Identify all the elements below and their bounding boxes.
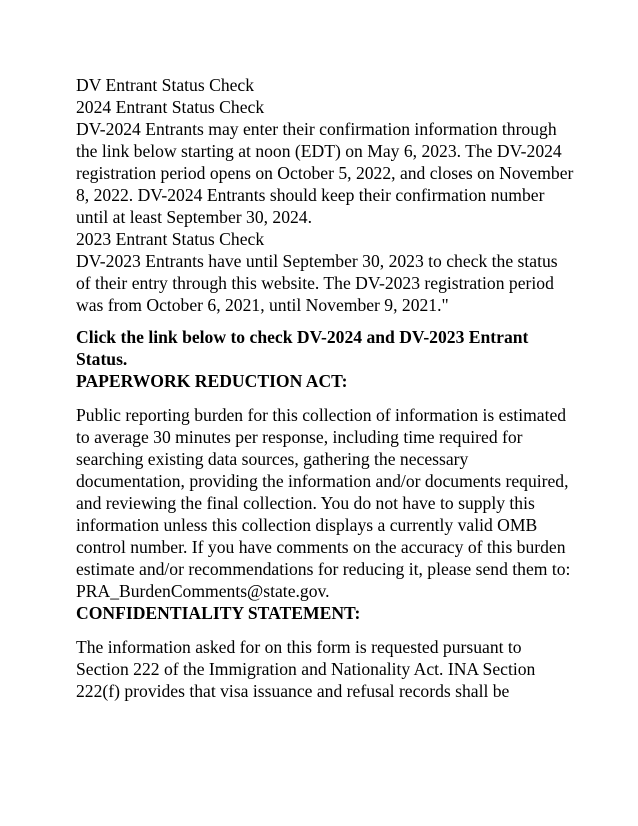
dv-2023-text: DV-2023 Entrants have until September 30, 2023 to check the status of their entry through this website. The DV-2023 registration period was from October 6, 2021, until November 9, 2021." [76,251,558,315]
paperwork-reduction-heading: PAPERWORK REDUCTION ACT: [76,371,348,391]
confidentiality-text: The information asked for on this form is requested pursuant to Section 222 of the Immigration and Nationality Act. INA Section 222(f) provides that visa issuance and refusal records shall be [76,637,536,701]
dv-2024-subheading: 2024 Entrant Status Check [76,97,265,117]
check-status-instruction: Click the link below to check DV-2024 and DV-2023 Entrant Status. [76,327,529,369]
dv-status-heading: DV Entrant Status Check [76,75,255,95]
dv-2023-subheading: 2023 Entrant Status Check [76,229,265,249]
document-page [76,74,576,702]
confidentiality-heading: CONFIDENTIALITY STATEMENT: [76,603,361,623]
dv-status-section [76,74,576,316]
paperwork-reduction-text: Public reporting burden for this collection of information is estimated to average 30 minutes per response, including time required for searching existing data sources, gathering the necessary documentation, providing the information and/or documents required, and reviewing the final collection. You do not have to supply this information unless this collection displays a currently valid OMB control number. If you have comments on the accuracy of this burden estimate and/or recommendations for reducing it, please send them to: PRA_BurdenComments@state.gov. [76,405,571,601]
dv-2024-text: DV-2024 Entrants may enter their confirmation information through the link below starting at noon (EDT) on May 6, 2023. The DV-2024 registration period opens on October 5, 2022, and closes on November 8, 2022. DV-2024 Entrants should keep their confirmation number until at least September 30, 2024. [76,119,574,227]
